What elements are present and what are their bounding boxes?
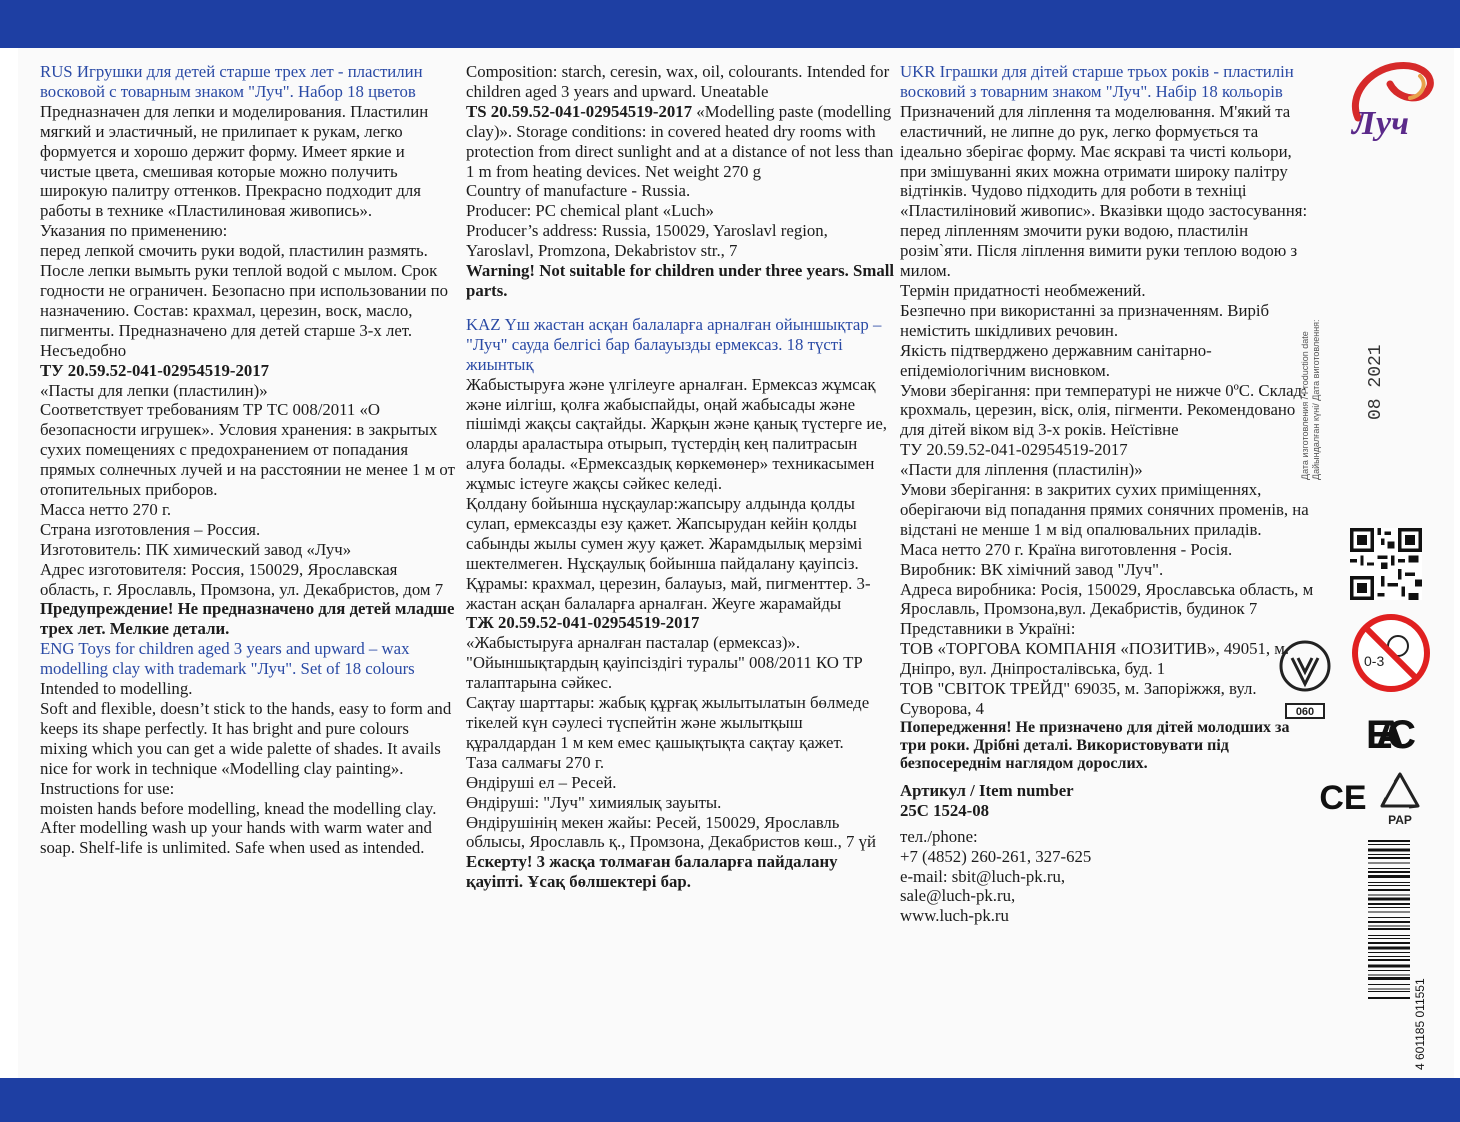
eng-body-2: «Modelling paste (modelling clay)». Storage conditions: in covered heated dry rooms with protection from direct sunlight and at a distance of not less than 1 m from heating devices. Net weight 270 g Country of manufacture - Russia. Producer: PC chemical plant «Luch» Producer’s address: Russia, 150029, Yaroslavl region, Yaroslavl, Promzona, Dekabristov str., 7 bbox=[466, 101, 894, 261]
eac-mark-icon bbox=[1365, 708, 1417, 757]
kaz-body: Жабыстыруға және үлгілеуге арналған. Ермексаз жұмсақ және иілгіш, қолға жабыспайды, оңай жабысады және пішімді жақсы сақтайды. Жарқын және қанық түстерге ие, оларды араластыра отырып, түстердің кең палитрасын алуға болады. «Ермексаздық көркемөнер» техникасымен жұмыс істеуге жақсы сәйкес келеді. Қолдану бойынша нұсқаулар:жапсыру алдында қолды сулап, ермексазды езу қажет. Жапсырудан кейін қолды сабынды жылы сумен жуу қажет. Жарамдылық мерзімі шектелмеген. Нұсқаулық бойынша пайдалану қауіпсіз. Құрамы: крахмал, церезин, балауыз, май, пигменттер. 3-жастан асқан балаларға арналған. Жеуге жарамайды bbox=[466, 374, 887, 613]
phone-label: тел./phone: bbox=[900, 826, 978, 846]
ukr-body: Призначений для ліплення та моделювання. М'який та еластичний, не липне до рук, легко формується та ідеально зберігає форму. Має яскраві та чисті кольори, при змішуванні яких можна отримати широку палітру відтінків. Чудово підходить для роботи в техніці «Пластиліновий живопис». Вказівки щодо застосування: перед ліпленням змочити руки водою, пластилін розім`яти. Після ліплення вимити руки теплою водою з милом. Термін придатності необмежений. Безпечно при використанні за призначенням. Виріб немістить шкідливих речовин. Якість підтверджено державним санітарно-епідеміологічним висновком. Умови зберігання: при температурі не нижче 0ºС. Склад: крохмаль, церезин, віск, олія, пігменти. Рекомендовано для дітей віком від 3-х років. Неїстівне ТУ 20.59.52-041-02954519-2017 «Пасти для ліплення (пластилін)» Умови зберігання: в закритих сухих приміщеннях, оберігаючи від попадання прямих сонячних променів, на відстані не менше 1 м від опалювальних приладів. Маса нетто 270 г. Країна виготовлення - Росія. Виробник: ВК хімічний завод "Луч". Адреса виробника: Росія, 150029, Ярославська область, м Ярославль, Промзона,вул. Декабристів, будинок 7 Представники в Україні: ТОВ «ТОРГОВА КОМПАНІЯ «ПОЗИТИВ», 49051, м. Дніпро, вул. Дніпросталівська, буд. 1 ТОВ "СВІТОК ТРЕЙД" 69035, м. Запоріжжя, вул. Суворова, 4 bbox=[900, 101, 1314, 718]
ctm-code: 060 bbox=[1295, 706, 1315, 718]
eng-body: Intended to modelling. Soft and flexible, doesn’t stick to the hands, easy to form and keeps its shape perfectly. It has bright and pure colours mixing which you can get a wide palette of shades. It avails nice for work in technique «Modelling clay painting». Instructions for use: moisten hands before modelling, knead the modelling clay. After modelling wash up your hands with warm water and soap. Shelf-life is unlimited. Safe when used as intended. bbox=[40, 679, 452, 858]
eac-text: EAC bbox=[1366, 713, 1416, 757]
ukr-heading: UKR Іграшки для дітей старше трьох років - пластилін восковий з товарним знаком "Луч". Набір 18 кольорів bbox=[900, 62, 1294, 101]
brand-logo-icon bbox=[1338, 56, 1438, 140]
eng-standard: TS 20.59.52-041-02954519-2017 bbox=[466, 101, 693, 121]
phone-number: +7 (4852) 260-261, 327-625 bbox=[900, 846, 1092, 866]
kaz-body-2: «Жабыстыруға арналған пасталар (ермексаз)». "Ойыншықтардың қауіпсіздігі туралы" 008/2011 КО ТР талаптарына сәйкес. Сақтау шарттары: жабық құрғақ жылытылатын бөлмеде тікелей күн сәулесі түспейтін және жылытқыш құралдардан 1 м кем емес қашықтықта сақтау қажет. Таза салмағы 270 г. Өндіруші ел – Ресей. Өндіруші: "Луч" химиялық зауыты. Өндірушінің мекен жайы: Ресей, 150029, Ярославль облысы, Ярославль қ., Промзона, Декабристов көш., 7 үй bbox=[466, 633, 876, 852]
column-eng-kaz bbox=[466, 62, 896, 892]
top-blue-band bbox=[0, 0, 1460, 48]
eng-heading: ENG Toys for children aged 3 years and upward – wax modelling clay with trademark "Луч". Set of 18 colours bbox=[40, 639, 415, 679]
production-date-label bbox=[1300, 319, 1321, 480]
production-date: 08 2021 bbox=[1366, 344, 1386, 420]
kaz-warning: Ескерту! 3 жасқа толмаған балаларға пайдалану қауіпті. Ұсақ бөлшектері бар. bbox=[466, 852, 838, 892]
production-label-line-2: Дайындалған күні/ Дата виготовлення: bbox=[1311, 319, 1321, 480]
barcode-icon bbox=[1368, 838, 1428, 1073]
eng-body-cont: Composition: starch, ceresin, wax, oil, colourants. Intended for children aged 3 years and upward. Uneatable bbox=[466, 62, 890, 101]
rus-standard: ТУ 20.59.52-041-02954519-2017 bbox=[40, 360, 270, 380]
rus-heading: RUS Игрушки для детей старше трех лет - пластилин восковой с товарным знаком "Луч". Набор 18 цветов bbox=[40, 62, 423, 101]
barcode-digits: 4 601185 011551 bbox=[1413, 978, 1427, 1070]
production-date-block bbox=[1290, 270, 1386, 490]
recycle-icon bbox=[1374, 770, 1426, 826]
rus-warning: Предупреждение! Не предназначено для детей младше трех лет. Мелкие детали. bbox=[40, 599, 455, 639]
rus-body: Предназначен для лепки и моделирования. Пластилин мягкий и эластичный, не прилипает к рукам, легко формуется и хорошо держит форму. Имеет яркие и чистые цвета, смешивая которые можно получить широкую палитру оттенков. Прекрасно подходит для работы в технике «Пластилиновая живопись». Указания по применению: перед лепкой смочить руки водой, пластилин размять. После лепки вымыть руки теплой водой с мылом. Срок годности не ограничен. Безопасно при использовании по назначению. Состав: крахмал, церезин, воск, масло, пигменты. Предназначено для детей старше 3-х лет. Несъедобно bbox=[40, 101, 449, 360]
recycle-label: PAP bbox=[1388, 813, 1412, 827]
article-value: 25С 1524-08 bbox=[900, 800, 990, 820]
website-link: www.luch-pk.ru bbox=[900, 906, 1009, 926]
not-for-children-icon bbox=[1350, 612, 1432, 694]
ce-text: CE bbox=[1319, 779, 1367, 817]
bottom-blue-band bbox=[0, 1078, 1460, 1122]
ukrainian-conformity-icon bbox=[1278, 636, 1332, 722]
ce-mark-icon bbox=[1318, 778, 1368, 817]
rus-body-2: «Пасты для лепки (пластилин)» Соответствует требованиям ТР ТС 008/2011 «О безопасности игрушек». Условия хранения: в закрытых сухих помещениях с предохранением от попадания прямых солнечных лучей и на расстоянии не менее 1 м от отопительных приборов. Масса нетто 270 г. Страна изготовления – Россия. Изготовитель: ПК химический завод «Луч» Адрес изготовителя: Россия, 150029, Ярославская область, г. Ярославль, Промзона, ул. Декабристов, дом 7 bbox=[40, 380, 455, 599]
eng-warning: Warning! Not suitable for children under three years. Small parts. bbox=[466, 261, 895, 300]
column-ukr bbox=[900, 62, 1315, 926]
article-label: Артикул / Item number bbox=[900, 780, 1074, 800]
email-2: sale@luch-pk.ru, bbox=[900, 886, 1016, 906]
qr-code-icon bbox=[1350, 528, 1422, 600]
kaz-heading: KAZ Үш жастан асқан балаларға арналған ойыншықтар – "Луч" сауда белгісі бар балауызды ермексаз. 18 түсті жиынтық bbox=[466, 314, 882, 374]
production-label-line-1: Дата изготовления / Production date bbox=[1300, 331, 1310, 480]
ukr-warning: Попередження! Не призначено для дітей молодших за три роки. Дрібні деталі. Використовувати під безпосереднім наглядом дорослих. bbox=[900, 718, 1290, 772]
column-rus-eng bbox=[40, 62, 455, 858]
email-1: e-mail: sbit@luch-pk.ru, bbox=[900, 866, 1066, 886]
logo-text: Луч bbox=[1352, 105, 1409, 142]
eng-standard-block bbox=[466, 102, 896, 261]
no-age-label: 0-3 bbox=[1364, 653, 1385, 669]
kaz-standard: ТЖ 20.59.52-041-02954519-2017 bbox=[466, 613, 700, 633]
